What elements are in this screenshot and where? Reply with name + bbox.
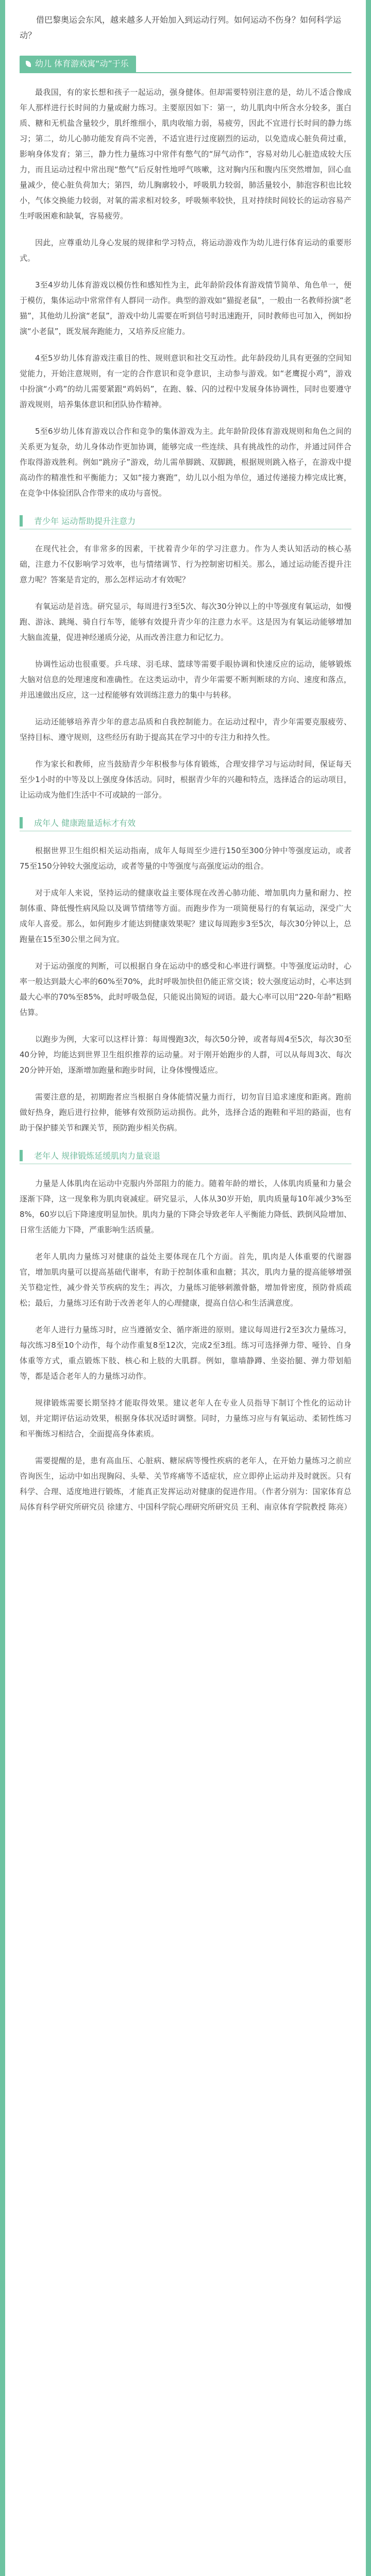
section-heading-text: 老年人 规律锻炼延缓肌肉力量衰退	[34, 1151, 161, 1161]
section-heading-text: 成年人 健康跑量适标才有效	[34, 818, 136, 828]
section-heading-teens	[20, 512, 351, 530]
section-heading-children	[20, 55, 351, 73]
intro-paragraph: 借巴黎奥运会东风，越来越多人开始加入到运动行列。如何运动不伤身？如何科学运动？	[20, 15, 342, 40]
divider	[20, 1163, 351, 1164]
paragraph: 在现代社会，有非常多的因素，干扰着青少年的学习注意力。作为人类认知活动的核心基础，注意力不仅影响学习效率，也与情绪调节、行为控制密切相关。那么，通过运动能否提升注意力呢？答案是肯定的，那么怎样运动才有效呢？	[20, 544, 351, 584]
paragraph: 作为家长和教师，应当鼓励青少年积极参与体育锻炼，合理安排学习与运动时间，保证每天至少1小时的中等及以上强度身体活动。同时，根据青少年的兴趣和特点，选择适合的运动项目，让运动成为他们生活中不可或缺的一部分。	[20, 759, 351, 800]
paragraph: 规律锻炼需要长期坚持才能取得效果。建议老年人在专业人员指导下制订个性化的运动计划，并定期评估运动效果，根据身体状况适时调整。同时，力量练习应与有氧运动、柔韧性练习和平衡练习相结合，全面提高身体素质。	[20, 1398, 351, 1438]
leaf-icon	[26, 61, 31, 67]
paragraph: 最我国，有的家长想和孩子一起运动，强身健体。但却需要特别注意的是，幼儿不适合像成年人那样进行长时间的力量或耐力练习。主要原因如下：第一，幼儿肌肉中所含水分较多，蛋白质、糖和无机盐含量较少，肌纤维细小，肌肉收缩力弱，易疲劳，因此不宜进行长时间的静力练习；第二，幼儿心肺功能发育尚不完善，不适宜进行过度剧烈的运动，以免造成心脏负荷过重，影响身体发育；第三，静力性力量练习中常伴有憋气的“屏气动作”，容易对幼儿心脏造成较大压力，而且运动过程中常出现“憋气”后反射性地呼气咳嗽，这对胸内压和腹内压突然增加，回心血量减少，使心脏负荷加大；第四，幼儿胸廓较小，呼吸肌力较弱，肺活量较小，肺泡容积也比较小，气体交换能力较弱，对氧的需求相对较多，呼吸频率较快，且对持续时间较长的运动容易产生呼吸困难和缺氧，容易疲劳。	[20, 88, 351, 221]
article-content	[5, 0, 366, 2576]
paragraph: 运动还能够培养青少年的意志品质和自我控制能力。在运动过程中，青少年需要克服疲劳、坚持目标、遵守规则，这些经历有助于提高其在学习中的专注力和持久性。	[20, 717, 351, 742]
paragraph: 老年人进行力量练习时，应当遵循安全、循序渐进的原则。建议每周进行2至3次力量练习，每次练习8至10个动作，每个动作重复8至12次，完成2至3组。练习可选择弹力带、哑铃、自身体重等方式，重点锻炼下肢、核心和上肢的大肌群。例如，靠墙静蹲、坐姿抬腿、弹力带划船等，都是适合老年人的力量练习动作。	[20, 1325, 351, 1381]
paragraph: 根据世界卫生组织相关运动指南，成年人每周至少进行150至300分钟中等强度运动，或者75至150分钟较大强度运动，或者等量的中等强度与高强度运动的组合。	[20, 846, 351, 871]
paragraph: 对于运动强度的判断，可以根据自身在运动中的感受和心率进行调整。中等强度运动时，心率一般达到最大心率的60%至70%，此时呼吸加快但仍能正常交谈；较大强度运动时，心率达到最大心率的70%至85%，此时呼吸急促，只能说出简短的词语。最大心率可以用“220-年龄”粗略估算。	[20, 961, 351, 1017]
section-heading-text: 幼儿 体育游戏寓“动”于乐	[35, 59, 129, 69]
paragraph: 协调性运动也很重要。乒乓球、羽毛球、篮球等需要手眼协调和快速反应的运动，能够锻炼大脑对信息的处理速度和准确性。在这类运动中，青少年需要不断判断球的方向、速度和落点，并迅速做出反应，这一过程能够有效训练注意力的集中与转移。	[20, 659, 351, 700]
divider	[20, 831, 351, 832]
section-heading-elderly	[20, 1147, 351, 1164]
divider	[20, 529, 351, 530]
paragraph: 老年人肌肉力量练习对健康的益处主要体现在几个方面。首先，肌肉是人体重要的代谢器官，增加肌肉量可以提高基础代谢率，有助于控制体重和血糖；其次，肌肉力量的提高能够增强关节稳定性，减少骨关节疾病的发生；再次，力量练习能够刺激骨骼，增加骨密度，预防骨质疏松；最后，力量练习还有助于改善老年人的心理健康，提高自信心和生活满意度。	[20, 1252, 351, 1308]
paragraph: 对于成年人来说，坚持运动的健康收益主要体现在改善心肺功能、增加肌肉力量和耐力、控制体重、降低慢性病风险以及调节情绪等方面。而跑步作为一项简便易行的有氧运动，深受广大成年人喜爱。那么，如何跑步才能达到健康效果呢？建议每周跑步3至5次，每次30分钟以上，总跑量在15至30公里之间为宜。	[20, 888, 351, 944]
paragraph: 有氧运动是首选。研究显示，每周进行3至5次、每次30分钟以上的中等强度有氧运动，如慢跑、游泳、跳绳、骑自行车等，能够有效提升青少年的注意力水平。这是因为有氧运动能够增加大脑血流量，促进神经递质分泌，从而改善注意力和记忆力。	[20, 602, 351, 642]
paragraph: 需要注意的是，初期跑者应当根据自身体能情况量力而行，切勿盲目追求速度和距离。跑前做好热身，跑后进行拉伸，能够有效预防运动损伤。此外，选择合适的跑鞋和平坦的路面，也有助于保护膝关节和踝关节，预防跑步相关伤病。	[20, 1092, 351, 1132]
paragraph: 因此，应尊重幼儿身心发展的规律和学习特点，将运动游戏作为幼儿进行体育运动的重要形式。	[20, 238, 351, 263]
paragraph: 力量是人体肌肉在运动中克服内外部阻力的能力。随着年龄的增长，人体肌肉质量和力量会逐渐下降，这一现象称为肌肉衰减症。研究显示，人体从30岁开始，肌肉质量每10年减少3%至8%，60岁以后下降速度明显加快。肌肉力量的下降会导致老年人平衡能力降低、跌倒风险增加、日常生活能力下降，严重影响生活质量。	[20, 1179, 351, 1234]
section-heading-text: 青少年 运动帮助提升注意力	[34, 516, 136, 526]
paragraph: 以跑步为例，大家可以这样计算：每周慢跑3次，每次50分钟，或者每周4至5次，每次30至40分钟，均能达到世界卫生组织推荐的运动量。对于刚开始跑步的人群，可以从每周3次、每次20分钟开始，逐渐增加跑量和跑步时间，让身体慢慢适应。	[20, 1035, 351, 1075]
paragraph: 5至6岁幼儿体育游戏以合作和竞争的集体游戏为主。此年龄阶段体育游戏规则和角色之间的关系更为复杂，幼儿身体动作更加协调，能够完成一些连续、具有挑战性的动作，并通过同伴合作取得游戏胜利。例如“跳房子”游戏，幼儿需单脚跳、双脚跳，根据规则跳入格子，在游戏中提高动作的精准性和平衡能力；又如“接力赛跑”，幼儿以小组为单位，通过传递接力棒完成比赛，在竞争中体验团队合作带来的成功与喜悦。	[20, 427, 351, 498]
paragraph: 需要提醒的是，患有高血压、心脏病、糖尿病等慢性疾病的老年人，在开始力量练习之前应咨询医生，运动中如出现胸闷、头晕、关节疼痛等不适症状，应立即停止运动并及时就医。只有科学、合理、适度地进行锻炼，才能真正发挥运动对健康的促进作用。（作者分别为：国家体育总局体育科学研究所研究员 徐建方、中国科学院心理研究所研究员 王利、南京体育学院教授 陈亮）	[20, 1456, 352, 1512]
paragraph: 4至5岁幼儿体育游戏注重目的性、规则意识和社交互动性。此年龄段幼儿具有更强的空间知觉能力，开始注意规则，有一定的合作意识和竞争意识，主动参与游戏。如“老鹰捉小鸡”，游戏中扮演“小鸡”的幼儿需要紧跟“鸡妈妈”，在跑、躲、闪的过程中发展身体协调性，同时也要遵守游戏规则，培养集体意识和团队协作精神。	[20, 353, 351, 409]
paragraph: 3至4岁幼儿体育游戏以模仿性和感知性为主，此年龄阶段体育游戏情节简单、角色单一，便于模仿，集体运动中常常伴有人群同一动作。典型的游戏如“猫捉老鼠”，一般由一名教师扮演“老猫”，其他幼儿扮演“老鼠”，游戏中幼儿需要在听到信号时迅速跑开，同时教师也可加入，例如扮演“小老鼠”，既发展奔跑能力，又培养反应能力。	[20, 280, 351, 336]
section-heading-adults	[20, 814, 351, 832]
